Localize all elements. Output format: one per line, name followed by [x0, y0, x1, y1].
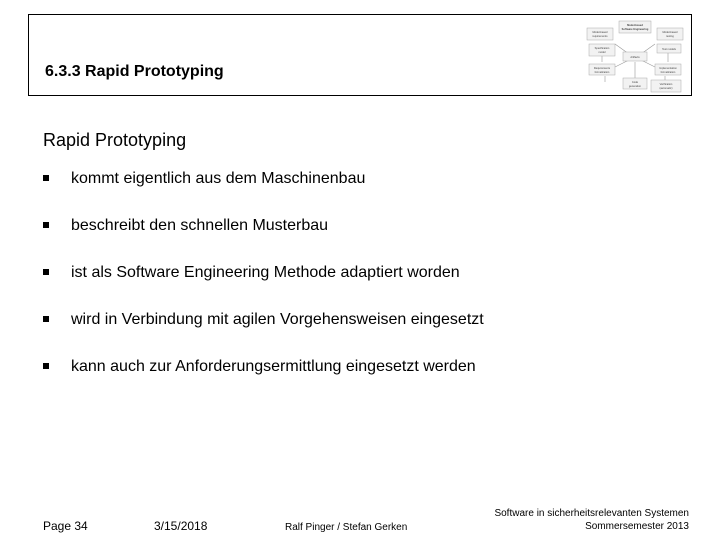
bullet-text: kommt eigentlich aus dem Maschinenbau	[71, 170, 366, 187]
diagram-left-low-label-2: formalization	[594, 71, 610, 74]
bullet-text: ist als Software Engineering Methode adaptiert worden	[71, 264, 460, 281]
diagram-top-label-1: Model-based	[627, 24, 643, 27]
diagram-right-mid-label: Test models	[662, 48, 676, 51]
diagram-bottom-left-label-1: Code	[631, 81, 639, 84]
diagram-right-top-label-1: Model-based	[662, 31, 678, 34]
course-semester: Sommersemester 2013	[585, 521, 689, 532]
slide-title: 6.3.3 Rapid Prototyping	[45, 63, 224, 80]
square-bullet-icon	[43, 269, 49, 275]
square-bullet-icon	[43, 175, 49, 181]
diagram-left-top-label-2: requirements	[592, 35, 608, 38]
diagram-right-top-label-2: testing	[666, 35, 674, 38]
diagram-left-low-label-1: Requirements	[593, 67, 611, 70]
method-diagram	[585, 20, 685, 94]
bullet-text: wird in Verbindung mit agilen Vorgehensweisen eingesetzt	[71, 311, 484, 328]
diagram-bottom-right-label-1: Verification	[659, 83, 673, 86]
diagram-right-low-label-1: Implementation	[659, 67, 677, 70]
square-bullet-icon	[43, 363, 49, 369]
slide-header	[28, 14, 692, 96]
diagram-left-mid-label-2: model	[598, 51, 606, 54]
diagram-left-top-label-1: Model-based	[592, 31, 608, 34]
square-bullet-icon	[43, 222, 49, 228]
diagram-top-label-2: Software Engineering	[621, 28, 649, 31]
bullet-text: beschreibt den schnellen Musterbau	[71, 217, 329, 234]
course-info	[494, 507, 689, 533]
square-bullet-icon	[43, 316, 49, 322]
authors: Ralf Pinger / Stefan Gerken	[285, 522, 408, 533]
diagram-left-mid-label-1: Specification	[594, 47, 610, 50]
diagram-right-low-label-2: formalization	[660, 71, 676, 74]
content-subtitle: Rapid Prototyping	[43, 130, 187, 150]
diagram-bottom-right-label-2: (automatic)	[659, 87, 673, 90]
diagram-center-label: Artifacts	[630, 56, 640, 59]
bullet-text: kann auch zur Anforderungsermittlung eingesetzt werden	[71, 358, 476, 375]
diagram-bottom-left-label-2: generation	[628, 85, 642, 88]
page-number: Page 34	[43, 519, 88, 533]
course-title: Software in sicherheitsrelevanten Systemen	[494, 508, 689, 519]
slide-footer	[0, 500, 720, 540]
slide-date: 3/15/2018	[154, 519, 208, 533]
